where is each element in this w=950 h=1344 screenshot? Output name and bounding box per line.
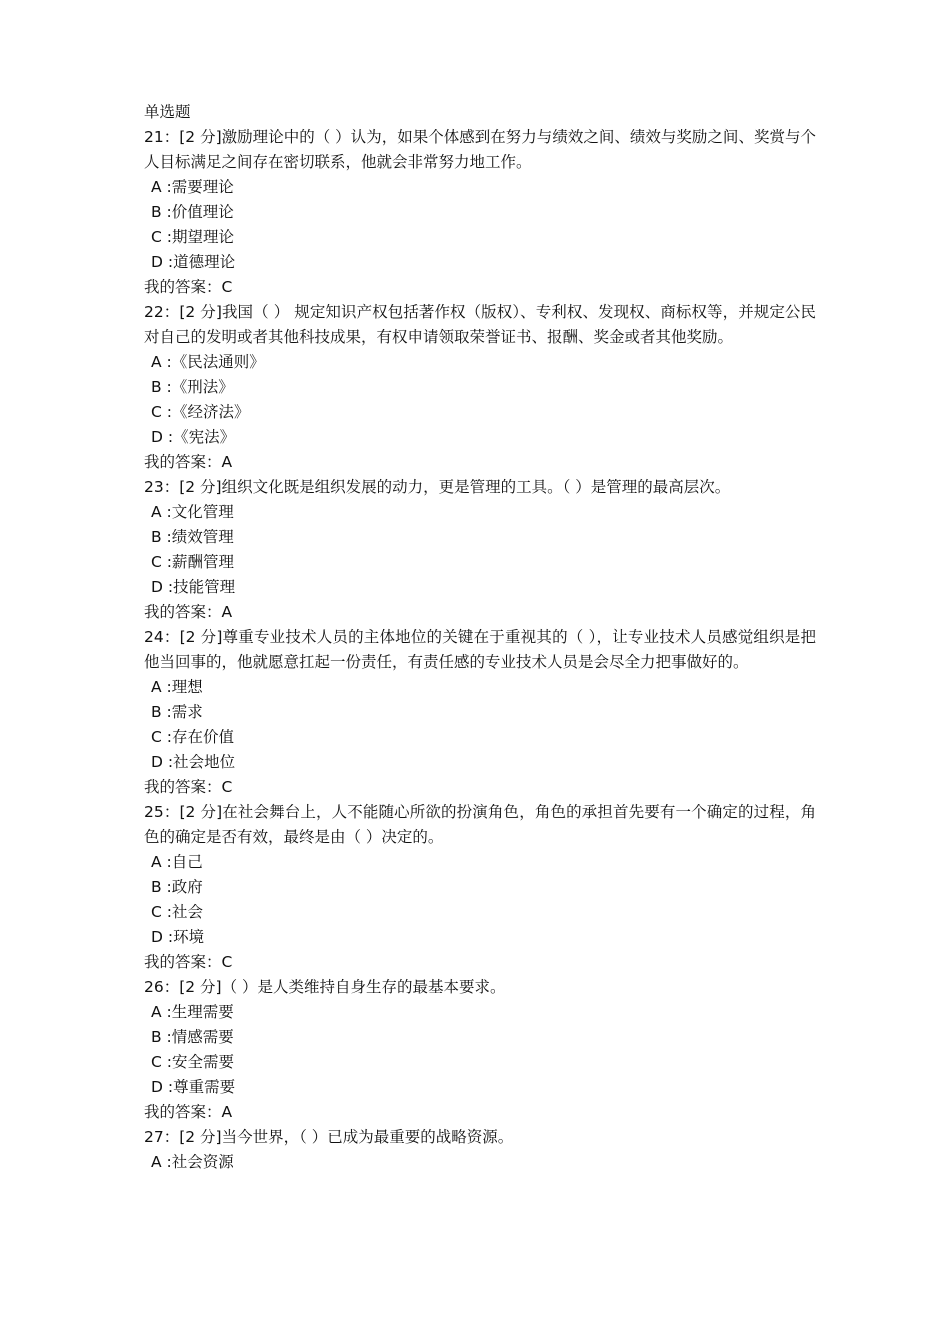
question-26 <box>144 975 816 1125</box>
option-a: A :《民法通则》 <box>151 353 265 371</box>
my-answer: 我的答案：C <box>144 278 233 296</box>
option-d: D :道德理论 <box>151 253 236 271</box>
option-b: B :情感需要 <box>151 1028 234 1046</box>
option-b: B :需求 <box>151 703 203 721</box>
option-b: B :政府 <box>151 878 203 896</box>
option-d: D :尊重需要 <box>151 1078 236 1096</box>
question-27 <box>144 1125 816 1175</box>
option-d: D :《宪法》 <box>151 428 236 446</box>
question-24 <box>144 625 816 800</box>
option-a: A :自己 <box>151 853 203 871</box>
question-22 <box>144 300 816 475</box>
question-text: 26：[2 分]（ ）是人类维持自身生存的最基本要求。 <box>144 978 506 996</box>
question-text: 24：[2 分]尊重专业技术人员的主体地位的关键在于重视其的（ ），让专业技术人员感觉组织是把他当回事的，他就愿意扛起一份责任，有责任感的专业技术人员是会尽全力把事做好的。 <box>144 628 816 671</box>
my-answer: 我的答案：A <box>144 603 233 621</box>
option-c: C :《经济法》 <box>151 403 250 421</box>
my-answer: 我的答案：C <box>144 953 233 971</box>
option-c: C :存在价值 <box>151 728 234 746</box>
option-d: D :技能管理 <box>151 578 236 596</box>
question-text: 27：[2 分]当今世界，（ ）已成为最重要的战略资源。 <box>144 1128 514 1146</box>
option-c: C :期望理论 <box>151 228 234 246</box>
question-text: 21：[2 分]激励理论中的（ ）认为，如果个体感到在努力与绩效之间、绩效与奖励之间、奖赏与个人目标满足之间存在密切联系，他就会非常努力地工作。 <box>144 128 816 171</box>
my-answer: 我的答案：A <box>144 1103 233 1121</box>
option-c: C :社会 <box>151 903 203 921</box>
option-a: A :生理需要 <box>151 1003 234 1021</box>
question-text: 22：[2 分]我国（ ） 规定知识产权包括著作权（版权）、专利权、发现权、商标权等，并规定公民对自己的发明或者其他科技成果，有权申请领取荣誉证书、报酬、奖金或者其他奖励。 <box>144 303 816 346</box>
option-c: C :薪酬管理 <box>151 553 234 571</box>
option-a: A :需要理论 <box>151 178 234 196</box>
section-title: 单选题 <box>144 103 191 121</box>
question-21 <box>144 125 816 300</box>
option-d: D :环境 <box>151 928 205 946</box>
my-answer: 我的答案：A <box>144 453 233 471</box>
question-text: 25：[2 分]在社会舞台上，人不能随心所欲的扮演角色，角色的承担首先要有一个确定的过程，角色的确定是否有效，最终是由（ ）决定的。 <box>144 803 816 846</box>
option-a: A :理想 <box>151 678 203 696</box>
option-b: B :价值理论 <box>151 203 234 221</box>
option-a: A :社会资源 <box>151 1153 234 1171</box>
option-b: B :绩效管理 <box>151 528 234 546</box>
my-answer: 我的答案：C <box>144 778 233 796</box>
option-d: D :社会地位 <box>151 753 236 771</box>
question-text: 23：[2 分]组织文化既是组织发展的动力，更是管理的工具。（ ）是管理的最高层次。 <box>144 478 731 496</box>
question-23 <box>144 475 816 625</box>
option-c: C :安全需要 <box>151 1053 234 1071</box>
question-25 <box>144 800 816 975</box>
option-b: B :《刑法》 <box>151 378 234 396</box>
document-body <box>144 100 816 1175</box>
option-a: A :文化管理 <box>151 503 234 521</box>
